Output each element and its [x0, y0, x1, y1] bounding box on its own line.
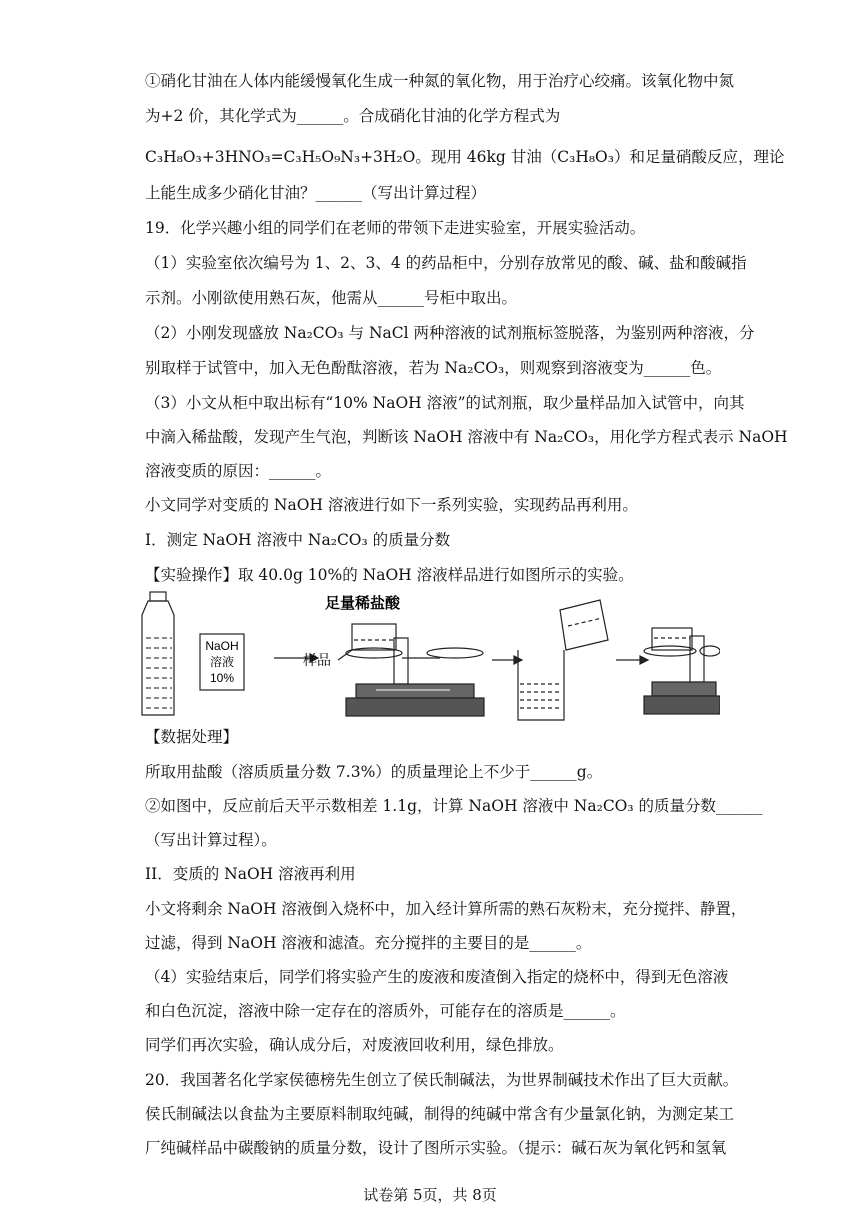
text-line: I．测定 NaOH 溶液中 Na₂CO₃ 的质量分数 — [145, 531, 451, 549]
text-line: C₃H₈O₃+3HNO₃=C₃H₅O₉N₃+3H₂O。现用 46kg 甘油（C₃H₈O₃）和足量硝酸反应，理论 — [145, 148, 785, 166]
question-20-title: 20．我国著名化学家侯德榜先生创立了侯氏制碱法，为世界制碱技术作出了巨大贡献。 — [145, 1071, 739, 1089]
bottle-label-line: 溶液 — [209, 655, 235, 669]
text-line: 小文将剩余 NaOH 溶液倒入烧杯中，加入经计算所需的熟石灰粉末，充分搅拌、静置， — [145, 900, 747, 918]
text-line: 上能生成多少硝化甘油？______（写出计算过程） — [145, 184, 487, 202]
beakers — [518, 600, 608, 720]
balance-left — [338, 624, 484, 716]
text-line: ①硝化甘油在人体内能缓慢氧化生成一种氮的氧化物，用于治疗心绞痛。该氧化物中氮 — [145, 72, 735, 90]
text-line: 为+2 价，其化学式为______。合成硝化甘油的化学方程式为 — [145, 107, 561, 125]
text-line: ②如图中，反应前后天平示数相差 1.1g，计算 NaOH 溶液中 Na₂CO₃ 的质量分数______ — [145, 797, 763, 815]
sample-label: 样品 — [303, 653, 331, 669]
text-line: （写出计算过程）。 — [145, 831, 277, 849]
text-line: 同学们再次实验，确认成分后，对废液回收利用，绿色排放。 — [145, 1036, 564, 1054]
text-line: 【实验操作】取 40.0g 10%的 NaOH 溶液样品进行如图所示的实验。 — [145, 566, 634, 584]
text-line: （2）小刚发现盛放 Na₂CO₃ 与 NaCl 两种溶液的试剂瓶标签脱落，为鉴别两种溶液，分 — [145, 324, 755, 342]
bottle-label — [200, 634, 244, 690]
text-line: （1）实验室依次编号为 1、2、3、4 的药品柜中，分别存放常见的酸、碱、盐和酸碱指 — [145, 254, 747, 272]
text-line: 所取用盐酸（溶质质量分数 7.3%）的质量理论上不少于______g。 — [145, 763, 603, 781]
text-line: （3）小文从柜中取出标有“10% NaOH 溶液”的试剂瓶，取少量样品加入试管中，向其 — [145, 394, 745, 412]
section-heading: 【数据处理】 — [145, 728, 239, 746]
reagent-bottle — [142, 592, 174, 715]
text-line: 侯氏制碱法以食盐为主要原料制取纯碱，制得的纯碱中常含有少量氯化钠，为测定某工 — [145, 1105, 735, 1123]
balance-right — [644, 628, 720, 714]
question-19-title: 19．化学兴趣小组的同学们在老师的带领下走进实验室，开展实验活动。 — [145, 219, 646, 237]
experiment-figure — [140, 588, 720, 726]
text-line: 别取样于试管中，加入无色酚酞溶液，若为 Na₂CO₃，则观察到溶液变为______色。 — [145, 359, 722, 377]
text-line: II．变质的 NaOH 溶液再利用 — [145, 865, 356, 883]
bottle-label-line: 10% — [209, 671, 235, 685]
acid-label: 足量稀盐酸 — [325, 594, 401, 612]
text-line: 小文同学对变质的 NaOH 溶液进行如下一系列实验，实现药品再利用。 — [145, 496, 638, 514]
text-line: 溶液变质的原因：______。 — [145, 462, 332, 480]
text-line: （4）实验结束后，同学们将实验产生的废液和废渣倒入指定的烧杯中，得到无色溶液 — [145, 968, 729, 986]
text-line: 示剂。小刚欲使用熟石灰，他需从______号柜中取出。 — [145, 289, 518, 307]
text-line: 过滤，得到 NaOH 溶液和滤渣。充分搅拌的主要目的是______。 — [145, 934, 592, 952]
arrow — [616, 656, 648, 664]
text-line: 中滴入稀盐酸，发现产生气泡，判断该 NaOH 溶液中有 Na₂CO₃，用化学方程式表示 NaOH — [145, 428, 788, 446]
text-line: 和白色沉淀，溶液中除一定存在的溶质外，可能存在的溶质是______。 — [145, 1002, 626, 1020]
text-line: 厂纯碱样品中碳酸钠的质量分数，设计了图所示实验。（提示：碱石灰为氧化钙和氢氧 — [145, 1139, 727, 1157]
bottle-label-line: NaOH — [205, 639, 239, 653]
page-footer: 试卷第 5页，共 8页 — [363, 1186, 497, 1204]
